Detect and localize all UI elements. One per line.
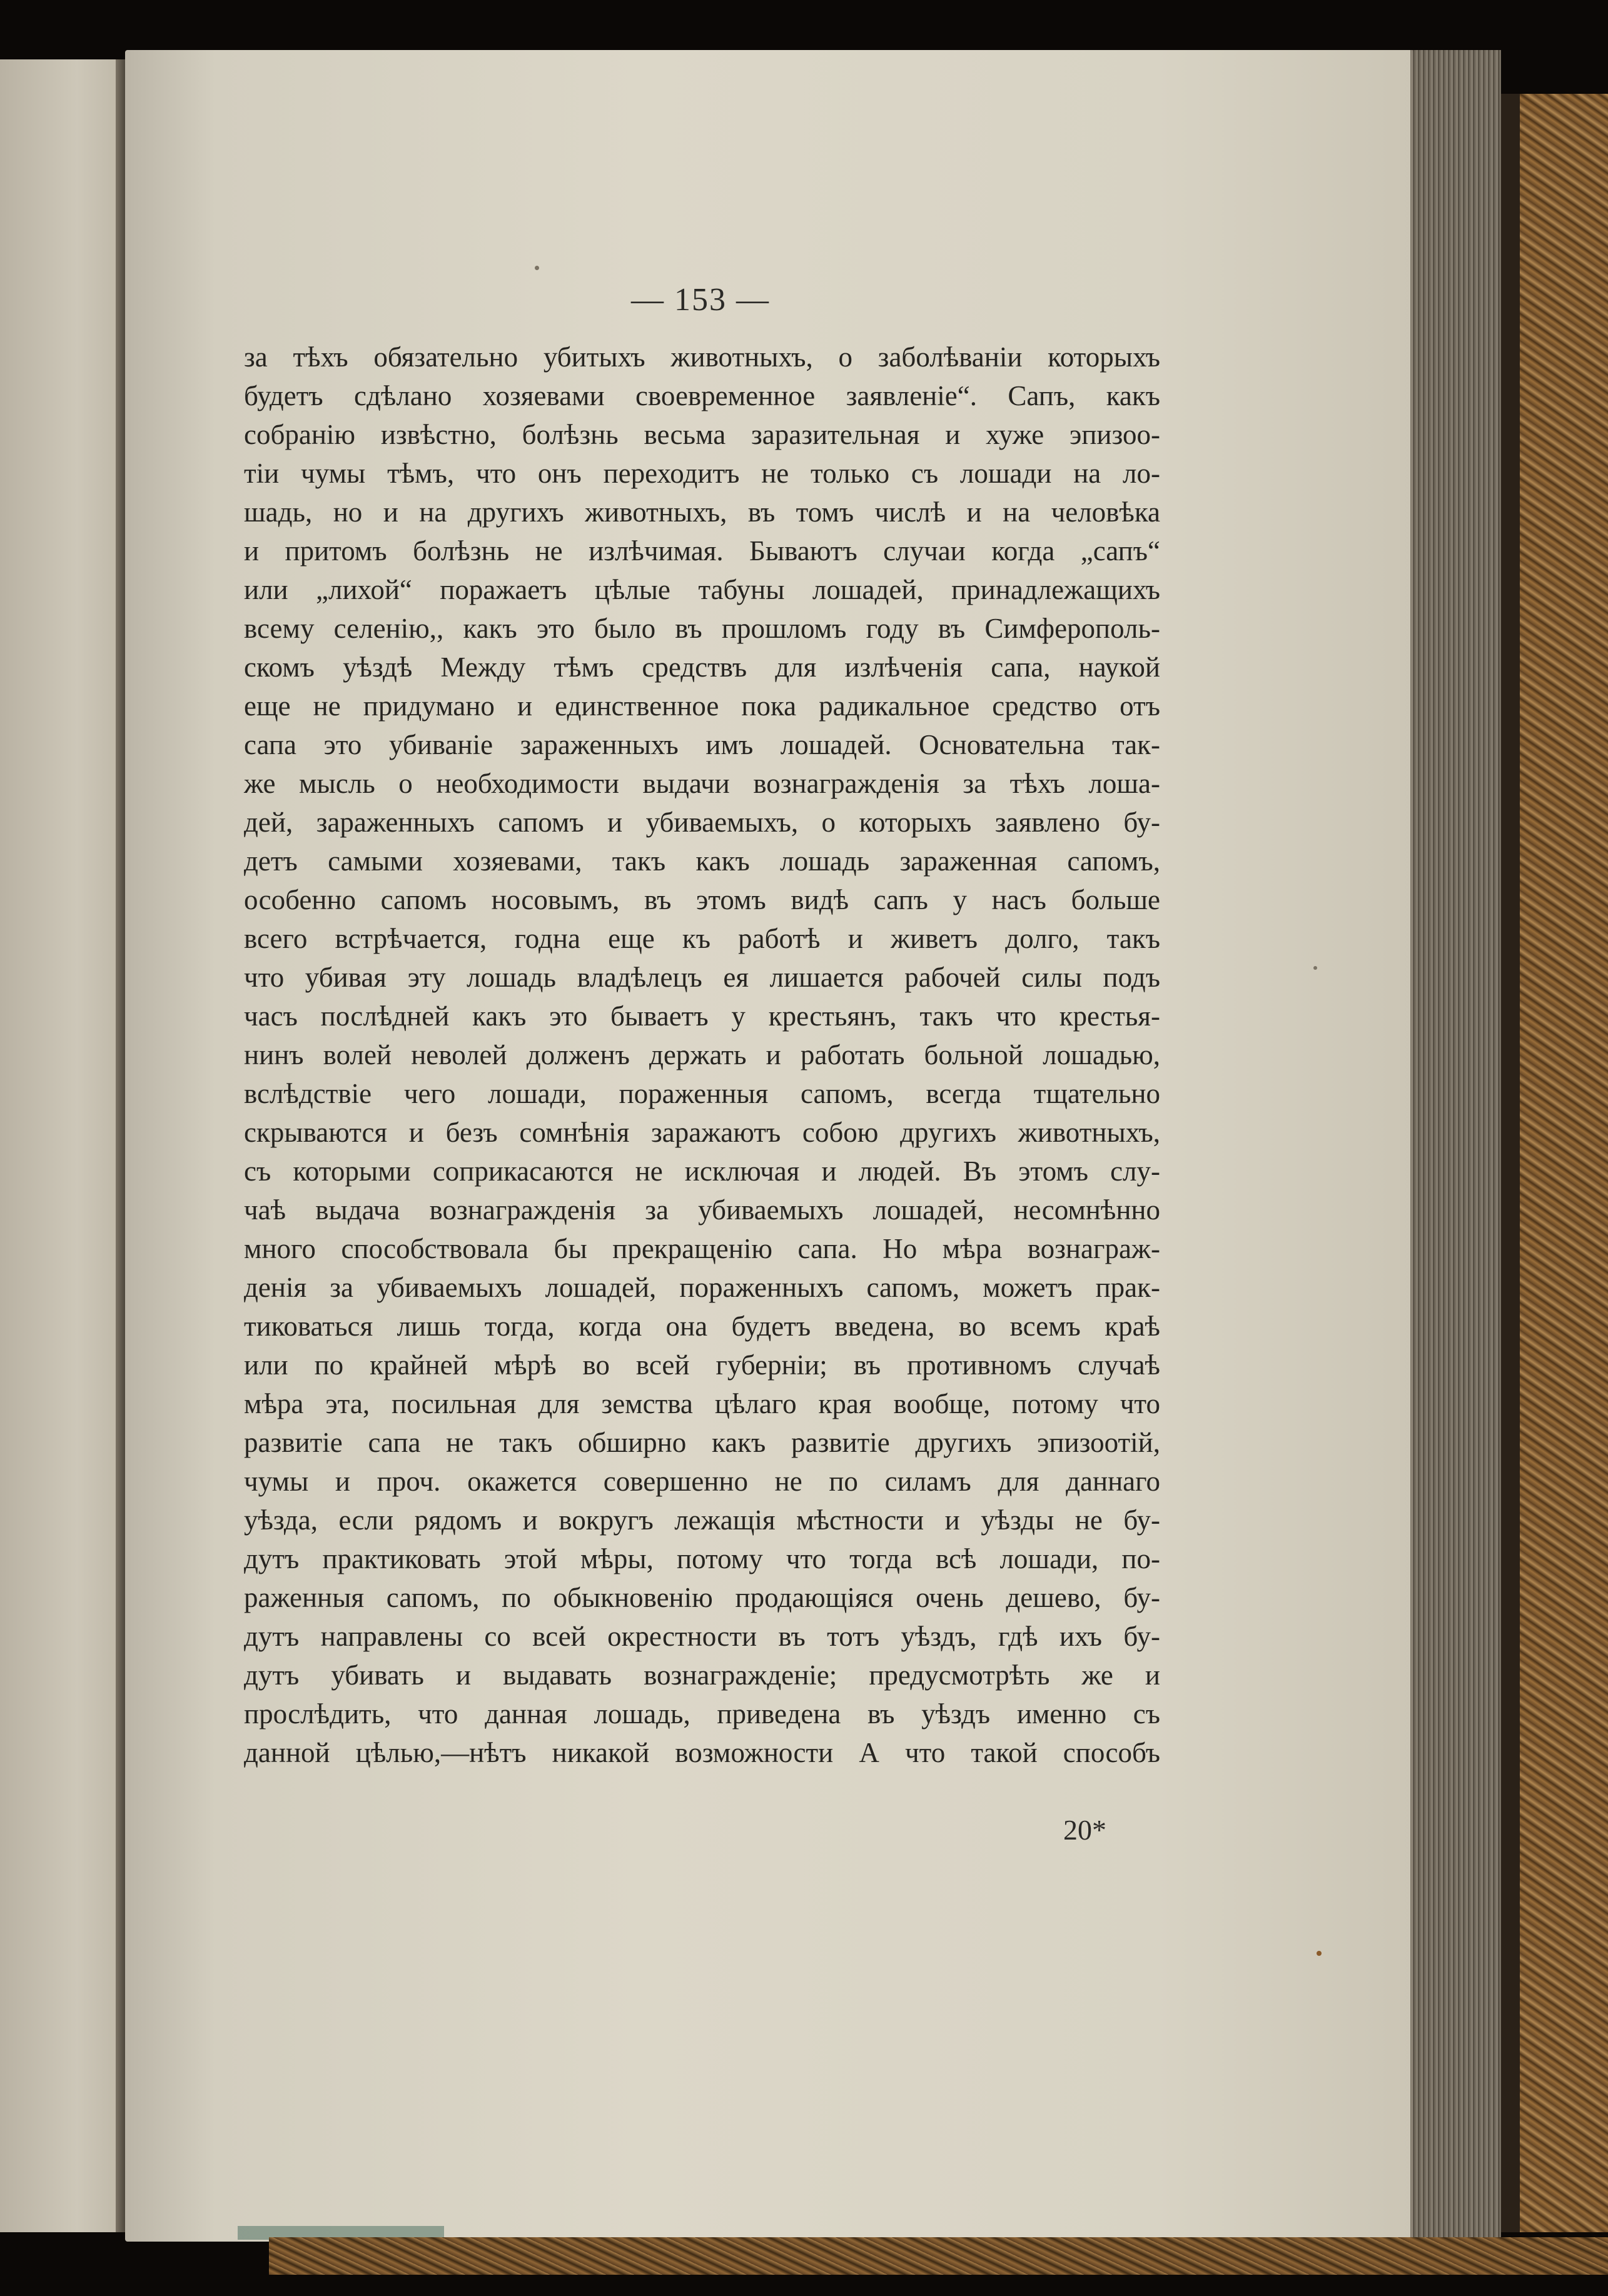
text-line: раженныя сапомъ, по обыкновенію продающіяся очень дешево, бу- bbox=[244, 1582, 1160, 1613]
text-line: особенно сапомъ носовымъ, въ этомъ видѣ сапъ у насъ больше bbox=[244, 884, 1160, 915]
facing-page-edge bbox=[0, 59, 128, 2232]
text-line: скрываются и безъ сомнѣнія заражаютъ собою другихъ животныхъ, bbox=[244, 1117, 1160, 1148]
text-line: за тѣхъ обязательно убитыхъ животныхъ, о заболѣваніи которыхъ bbox=[244, 341, 1160, 373]
text-line: вслѣдствіе чего лошади, пораженныя сапомъ, всегда тщательно bbox=[244, 1078, 1160, 1109]
paper-speck bbox=[535, 266, 539, 270]
text-line: или по крайней мѣрѣ во всей губерніи; въ противномъ случаѣ bbox=[244, 1349, 1160, 1381]
paper-speck bbox=[1317, 1951, 1322, 1956]
text-line: же мысль о необходимости выдачи вознагражденія за тѣхъ лоша- bbox=[244, 768, 1160, 799]
text-line: нинъ волей неволей долженъ держать и работать больной лошадью, bbox=[244, 1039, 1160, 1070]
text-line: дей, зараженныхъ сапомъ и убиваемыхъ, о которыхъ заявлено бу- bbox=[244, 807, 1160, 838]
paper-speck bbox=[1313, 966, 1317, 970]
text-line: скомъ уѣздѣ Между тѣмъ средствъ для излѣченія сапа, наукой bbox=[244, 652, 1160, 683]
body-text bbox=[244, 338, 1160, 1772]
signature-mark: 20* bbox=[1063, 1814, 1106, 1846]
text-line: еще не придумано и единственное пока радикальное средство отъ bbox=[244, 690, 1160, 722]
marbled-bottom-board bbox=[269, 2237, 1608, 2275]
cover-inner-edge bbox=[1501, 94, 1520, 2232]
text-line: и притомъ болѣзнь не излѣчимая. Бываютъ случаи когда „сапъ“ bbox=[244, 535, 1160, 566]
text-line: детъ самыми хозяевами, такъ какъ лошадь зараженная сапомъ, bbox=[244, 845, 1160, 877]
page-edges bbox=[1410, 50, 1501, 2242]
text-line: всего встрѣчается, годна еще къ работѣ и живетъ долго, такъ bbox=[244, 923, 1160, 954]
text-line: часъ послѣдней какъ это бываетъ у крестьянъ, такъ что крестья- bbox=[244, 1000, 1160, 1032]
text-line: денія за убиваемыхъ лошадей, пораженныхъ сапомъ, можетъ прак- bbox=[244, 1272, 1160, 1303]
text-line: тиковаться лишь тогда, когда она будетъ введена, во всемъ краѣ bbox=[244, 1311, 1160, 1342]
text-line: что убивая эту лошадь владѣлецъ ея лишается рабочей силы подъ bbox=[244, 962, 1160, 993]
text-line: чумы и проч. окажется совершенно не по силамъ для даннаго bbox=[244, 1466, 1160, 1497]
text-line: много способствовала бы прекращенію сапа. Но мѣра вознаграж- bbox=[244, 1233, 1160, 1264]
text-line: мѣра эта, посильная для земства цѣлаго края вообще, потому что bbox=[244, 1388, 1160, 1419]
text-line: дутъ убивать и выдавать вознагражденіе; предусмотрѣть же и bbox=[244, 1659, 1160, 1691]
text-line: всему селенію,, какъ это было въ прошломъ году въ Симферополь- bbox=[244, 613, 1160, 644]
text-line: дутъ практиковать этой мѣры, потому что тогда всѣ лошади, по- bbox=[244, 1543, 1160, 1574]
text-line: дутъ направлены со всей окрестности въ тотъ уѣздъ, гдѣ ихъ бу- bbox=[244, 1621, 1160, 1652]
text-line: данной цѣлью,—нѣтъ никакой возможности А что такой способъ bbox=[244, 1737, 1160, 1768]
text-line: будетъ сдѣлано хозяевами своевременное заявленіе“. Сапъ, какъ bbox=[244, 380, 1160, 411]
text-line: шадь, но и на другихъ животныхъ, въ томъ числѣ и на человѣка bbox=[244, 496, 1160, 528]
text-line: уѣзда, если рядомъ и вокругъ лежащія мѣстности и уѣзды не бу- bbox=[244, 1504, 1160, 1536]
text-line: или „лихой“ поражаетъ цѣлые табуны лошадей, принадлежащихъ bbox=[244, 574, 1160, 605]
text-line: сапа это убиваніе зараженныхъ имъ лошадей. Основательна так- bbox=[244, 729, 1160, 760]
text-line: чаѣ выдача вознагражденія за убиваемыхъ лошадей, несомнѣнно bbox=[244, 1194, 1160, 1226]
text-line: съ которыми соприкасаются не исключая и людей. Въ этомъ слу- bbox=[244, 1156, 1160, 1187]
text-line: прослѣдить, что данная лошадь, приведена въ уѣздъ именно съ bbox=[244, 1698, 1160, 1730]
text-line: развитіе сапа не такъ обширно какъ развитіе другихъ эпизоотій, bbox=[244, 1427, 1160, 1458]
page-number-header: — 153 — bbox=[631, 282, 770, 318]
text-line: тіи чумы тѣмъ, что онъ переходитъ не только съ лошади на ло- bbox=[244, 458, 1160, 489]
text-line: собранію извѣстно, болѣзнь весьма заразительная и хуже эпизоо- bbox=[244, 419, 1160, 450]
